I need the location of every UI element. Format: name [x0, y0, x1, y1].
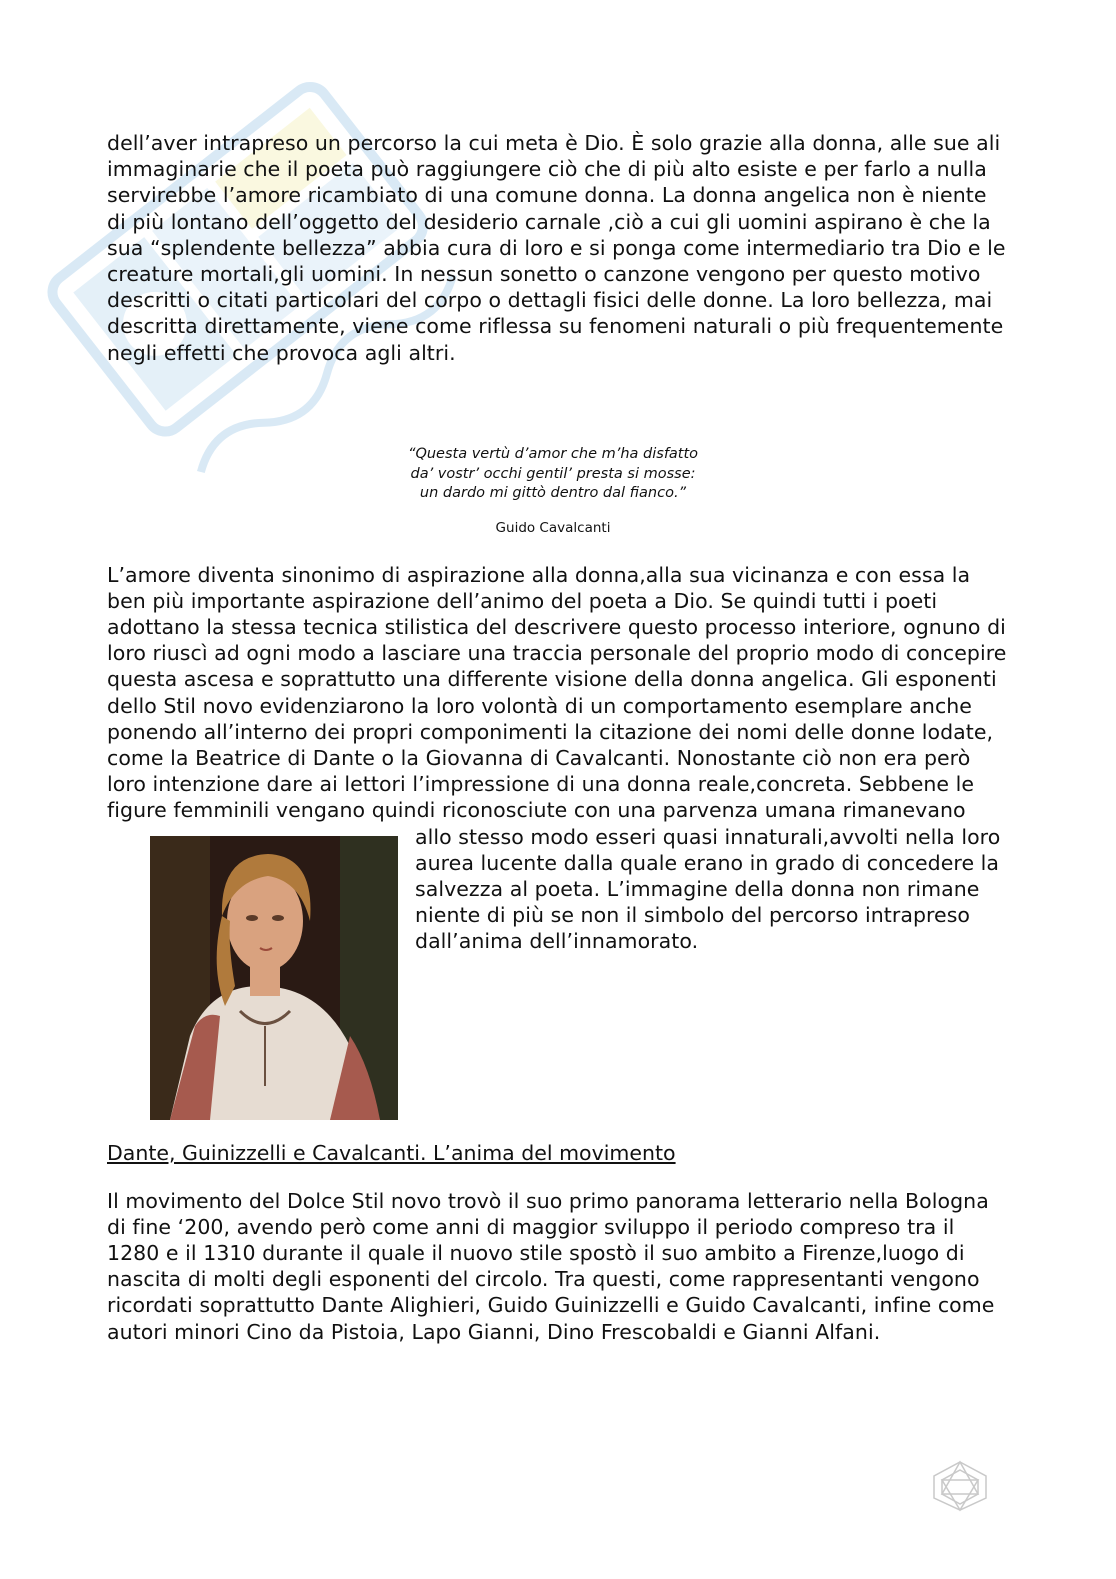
quote-line-2: da’ vostr’ occhi gentil’ presta si mosse: — [410, 465, 696, 482]
poem-quote — [107, 445, 1007, 504]
paragraph-intro: dell’aver intrapreso un percorso la cui meta è Dio. È solo grazie alla donna, alle sue ali immaginarie che il poeta può raggiungere ciò che di più alto esiste e per farlo a nulla servirebbe l’amore ricambiato di una comune donna. La donna angelica non è niente di più lontano dell’oggetto del desiderio carnale ,ciò a cui gli uomini aspirano è che la sua “splendente bellezza” abbia cura di loro e si ponga come intermediario tra Dio e le creature mortali,gli uomini. In nessun sonetto o canzone vengono per questo motivo descritti o citati particolari del corpo o dettagli fisici delle donne. La loro bellezza, mai descritta direttamente, viene come riflessa su fenomeni naturali o più frequentemente negli effetti che provoca agli altri. — [107, 131, 1006, 365]
quote-author: Guido Cavalcanti — [495, 519, 611, 536]
paragraph-movement: Il movimento del Dolce Stil novo trovò il suo primo panorama letterario nella Bologna di fine ‘200, avendo però come anni di maggior sviluppo il periodo compreso tra il 1280 e il 1310 durante il quale il nuovo stile spostò il suo ambito a Firenze,luogo di nascita di molti degli esponenti del circolo. Tra questi, come rappresentanti vengono ricordati soprattutto Dante Alighieri, Guido Guinizzelli e Guido Cavalcanti, infine come autori minori Cino da Pistoia, Lapo Gianni, Dino Frescobaldi e Gianni Alfani. — [107, 1188, 995, 1344]
document-page — [107, 130, 1007, 1345]
paragraph-love: L’amore diventa sinonimo di aspirazione alla donna,alla sua vicinanza e con essa la ben più importante aspirazione dell’animo del poeta a Dio. Se quindi tutti i poeti adottano la stessa tecnica stilistica del descrivere questo processo interiore, ognuno di loro riuscì ad ogni modo a lasciare una traccia personale del proprio modo di concepire questa ascesa e soprattutto una differente visione della donna angelica. Gli esponenti dello Stil novo evidenziarono la loro volontà di un comportamento esemplare anche ponendo all’interno dei propri componimenti la citazione dei nomi delle donne lodate, come la Beatrice di Dante o la Giovanna di Cavalcanti. Nonostante ciò non era però loro intenzione dare ai lettori l’impressione di una donna reale,concreta. Sebbene le figure femminili vengano quindi riconosciute con una parvenza umana rimanevano — [107, 562, 1007, 823]
corner-logo-icon — [930, 1460, 990, 1512]
paragraph-wrap: allo stesso modo esseri quasi innaturali,avvolti nella loro aurea lucente dalla quale erano in grado di concedere la salvezza al poeta. L’immagine della donna non rimane niente di più se non il simbolo del percorso intrapreso dall’anima dell’innamorato. — [415, 824, 1001, 954]
quote-line-1: “Questa vertù d’amor che m’ha disfatto — [407, 446, 699, 462]
portrait-image — [150, 836, 398, 1120]
quote-line-3: un dardo mi gittò dentro dal fianco.” — [419, 485, 687, 501]
section-heading: Dante, Guinizzelli e Cavalcanti. L’anima del movimento — [107, 1140, 676, 1165]
image-text-block — [107, 824, 1007, 1120]
